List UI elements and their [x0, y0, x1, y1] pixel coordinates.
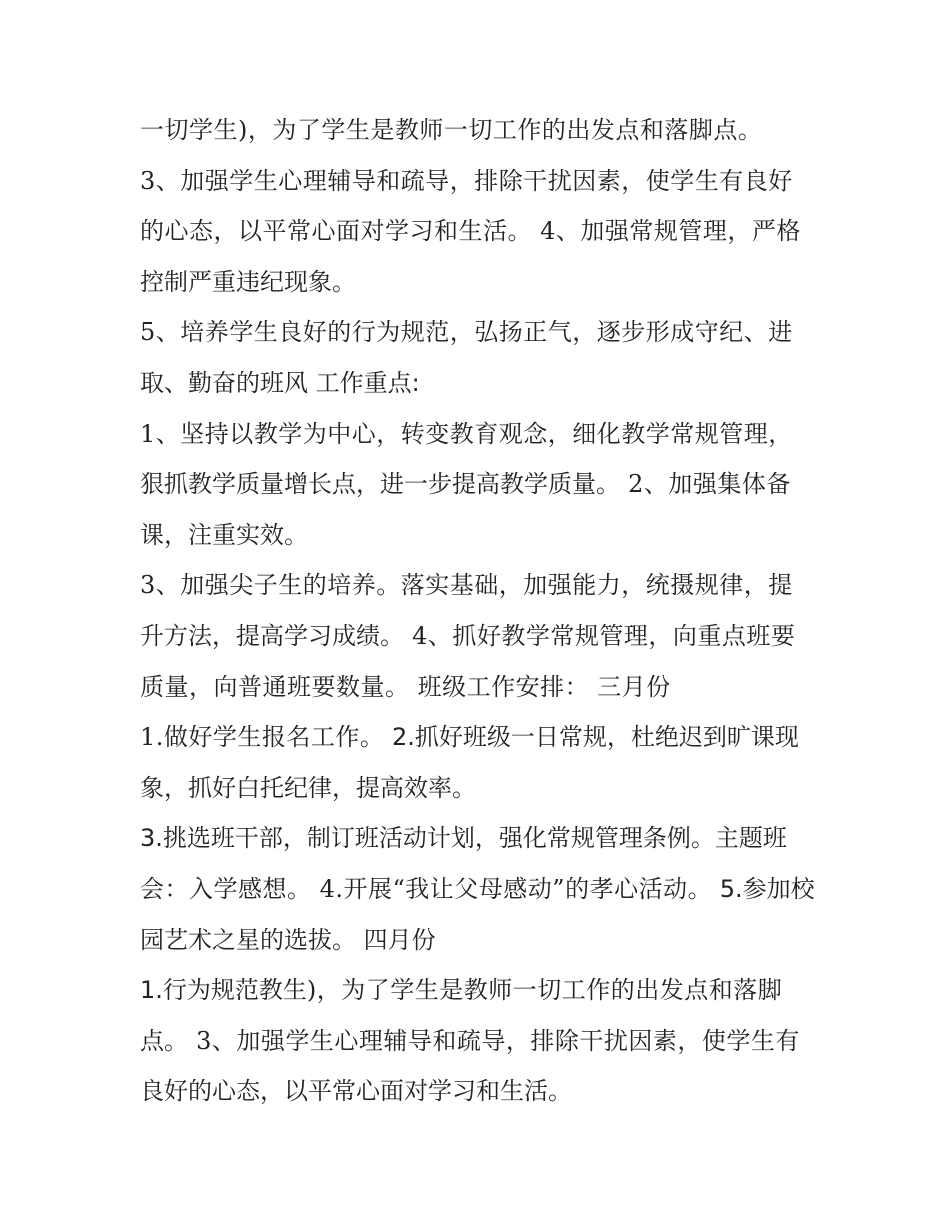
text-segment: 3、加强尖子生的培养。落实基础，加强能力，统摄规律，提 — [140, 571, 793, 599]
text-line — [140, 315, 820, 349]
text-line — [140, 467, 820, 501]
text-segment: 狠抓教学质量增长点，进一步提高教学质量。 — [140, 470, 620, 498]
text-line — [140, 1074, 820, 1108]
text-segment: 取、勤奋的班风 工作重点: — [140, 369, 420, 397]
text-segment: 5.参加校 — [712, 875, 815, 903]
text-segment: 1.做好学生报名工作。 — [140, 723, 385, 751]
text-segment: 3.挑选班干部，制订班活动计划，强化常规管理条例。主题班 — [140, 824, 787, 852]
text-line — [140, 821, 820, 855]
text-line — [140, 518, 820, 552]
text-line — [140, 619, 820, 653]
text-segment: 会：入学感想。 4.开展“我让父母感动”的孝心活动。 — [140, 875, 713, 903]
text-segment: 3、加强学生心理辅导和疏导，排除干扰因素，使学生有 — [188, 1027, 800, 1055]
text-segment: 象，抓好白托纪律，提高效率。 — [140, 774, 476, 802]
text-line — [140, 720, 820, 754]
text-segment: 点。 — [140, 1027, 188, 1055]
text-line — [140, 366, 820, 400]
text-segment: 控制严重违纪现象。 — [140, 268, 356, 296]
text-segment: 1、坚持以教学为中心，转变教育观念，细化教学常规管理， — [140, 420, 793, 448]
text-line — [140, 1024, 820, 1058]
text-segment: 一切学生)，为了学生是教师一切工作的出发点和落脚点。 — [140, 116, 763, 144]
text-segment: 质量，向普通班要数量。 班级工作安排： 三月份 — [140, 673, 671, 701]
text-segment: 课，注重实效。 — [140, 521, 308, 549]
text-segment: 良好的心态，以平常心面对学习和生活。 — [140, 1077, 572, 1105]
text-segment: 的心态，以平常心面对学习和生活。 4、加强常规管理，严格 — [140, 217, 801, 245]
text-segment: )，为了学生是教师一切工作的出发点和落脚 — [306, 976, 783, 1004]
text-line — [140, 670, 820, 704]
text-segment: 2、加强集体备 — [620, 470, 791, 498]
text-line — [140, 164, 820, 198]
text-segment: 园艺术之星的选拔。 四月份 — [140, 926, 436, 954]
text-segment: 4、抓好教学常规管理，向重点班要 — [404, 622, 796, 650]
text-line — [140, 771, 820, 805]
text-line — [140, 214, 820, 248]
text-segment: 3、加强学生心理辅导和疏导，排除干扰因素，使学生有良好 — [140, 167, 793, 195]
text-line — [140, 872, 820, 906]
text-line — [140, 923, 820, 957]
text-line — [140, 113, 820, 147]
text-segment: 5、培养学生良好的行为规范，弘扬正气，逐步形成守纪、进 — [140, 318, 793, 346]
text-line — [140, 973, 820, 1007]
text-line — [140, 265, 820, 299]
text-line — [140, 568, 820, 602]
text-segment: 1.行为规范教生 — [140, 976, 307, 1004]
text-segment: 2.抓好班级一日常规，杜绝迟到旷课现 — [384, 723, 799, 751]
text-line — [140, 417, 820, 451]
text-segment: 升方法，提高学习成绩。 — [140, 622, 404, 650]
